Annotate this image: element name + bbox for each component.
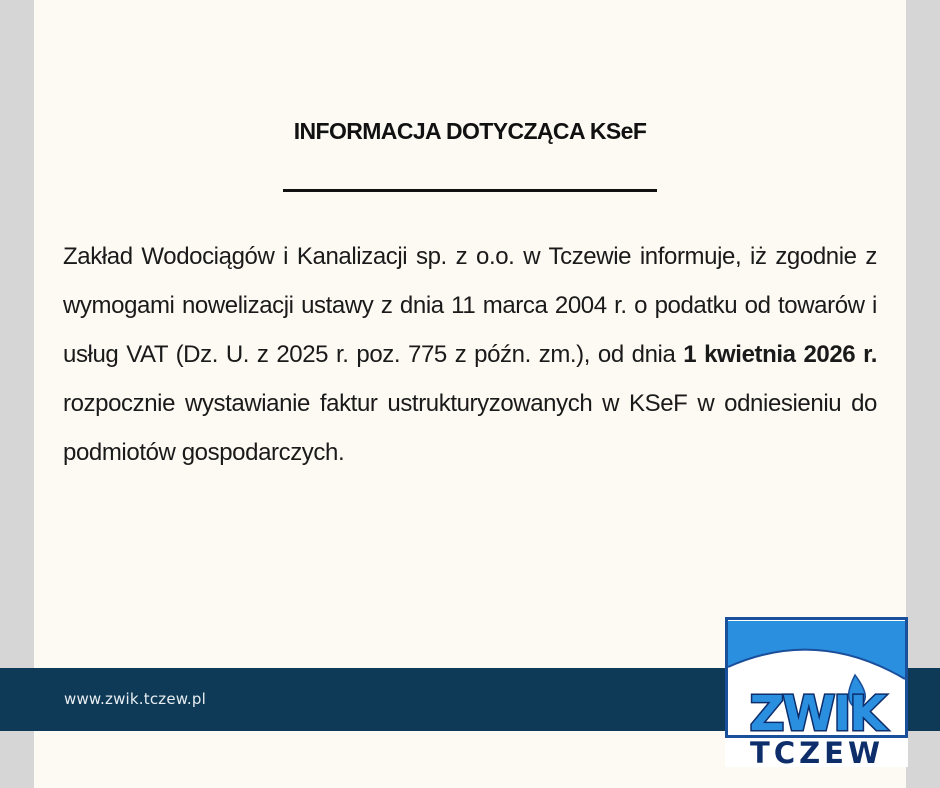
announcement-date: 1 kwietnia 2026 r. (683, 341, 877, 368)
zwik-logo-graphic (725, 617, 908, 767)
website-url[interactable]: www.zwik.tczew.pl (64, 690, 206, 708)
title-underline (283, 189, 657, 192)
zwik-logo (725, 617, 908, 767)
announcement-text (63, 232, 877, 477)
logo-bottom-text: TCZEW (750, 736, 884, 767)
announcement-text-part1: Zakład Wodociągów i Kanalizacji sp. z o.o. w Tczewie informuje, iż zgodnie z wymogami nowelizacji ustawy z dnia 11 marca 2004 r. o podatku od towarów i usług VAT (Dz. U. z 2025 r. poz. 775 z późn. zm.), od dnia (63, 243, 877, 368)
page-title: INFORMACJA DOTYCZĄCA KSeF (293, 118, 647, 144)
announcement-text-part2: rozpocznie wystawianie faktur ustrukturyzowanych w KSeF w odniesieniu do podmiotów gospodarczych. (63, 390, 877, 466)
logo-top-text: ZWIK (749, 686, 885, 742)
